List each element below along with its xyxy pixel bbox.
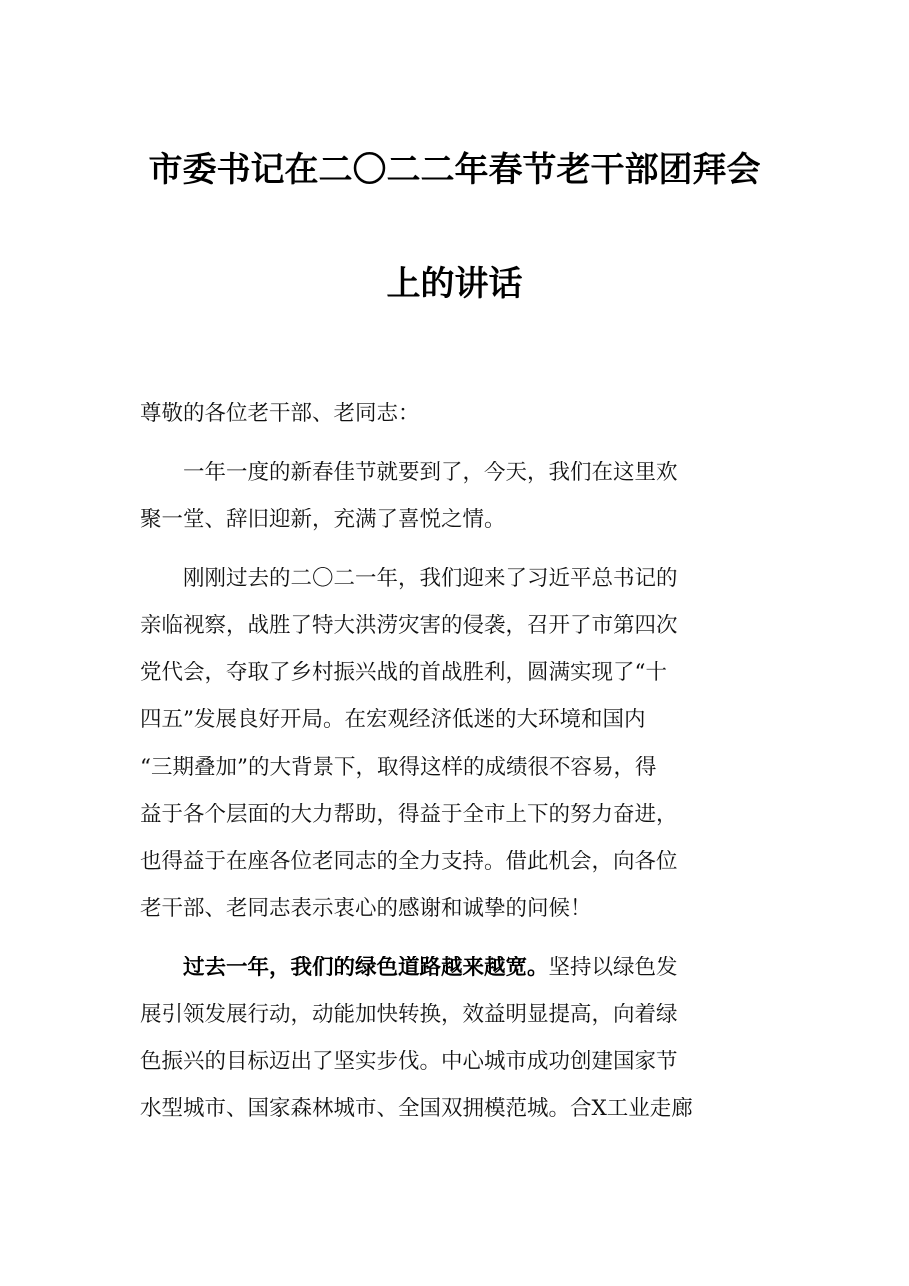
paragraph-line: “三期叠加”的大背景下，取得这样的成绩很不容易，得 bbox=[140, 756, 657, 780]
paragraph-line: 色振兴的目标迈出了坚实步伐。中心城市成功创建国家节 bbox=[140, 1050, 678, 1074]
paragraph-line: 水型城市、国家森林城市、全国双拥模范城。合X工业走廊 bbox=[140, 1097, 693, 1121]
document-title-line-1: 市委书记在二〇二二年春节老干部团拜会 bbox=[148, 150, 761, 190]
paragraph-line: 党代会，夺取了乡村振兴战的首战胜利，圆满实现了“十 bbox=[140, 661, 667, 685]
paragraph-line: 一年一度的新春佳节就要到了，今天，我们在这里欢 bbox=[140, 461, 678, 485]
paragraph-line: 亲临视察，战胜了特大洪涝灾害的侵袭，召开了市第四次 bbox=[140, 614, 678, 638]
paragraph-line: 老干部、老同志表示衷心的感谢和诚挚的问候！ bbox=[140, 897, 592, 921]
salutation: 尊敬的各位老干部、老同志： bbox=[140, 402, 420, 426]
paragraph-line: 刚刚过去的二〇二一年，我们迎来了习近平总书记的 bbox=[140, 567, 678, 591]
bold-heading: 过去一年，我们的绿色道路越来越宽。 bbox=[140, 956, 549, 980]
paragraph-line bbox=[140, 956, 772, 980]
paragraph-line: 也得益于在座各位老同志的全力支持。借此机会，向各位 bbox=[140, 850, 678, 874]
paragraph-line: 益于各个层面的大力帮助，得益于全市上下的努力奋进， bbox=[140, 803, 678, 827]
paragraph-line: 四五”发展良好开局。在宏观经济低迷的大环境和国内 bbox=[140, 708, 646, 732]
paragraph-text: 坚持以绿色发 bbox=[548, 956, 678, 980]
document-title-line-2: 上的讲话 bbox=[386, 264, 523, 304]
paragraph-line: 展引领发展行动，动能加快转换，效益明显提高，向着绿 bbox=[140, 1003, 678, 1027]
paragraph-line: 聚一堂、辞旧迎新，充满了喜悦之情。 bbox=[140, 508, 506, 532]
